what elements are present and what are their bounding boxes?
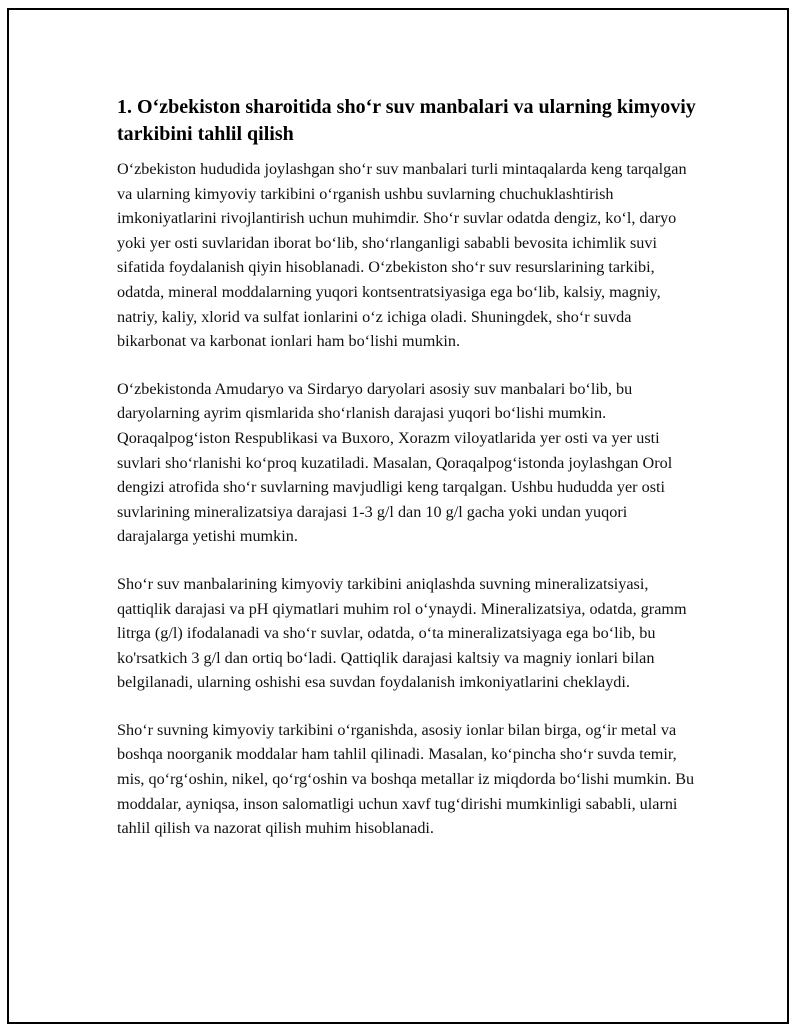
paragraph-2: O‘zbekistonda Amudaryo va Sirdaryo daryolari asosiy suv manbalari bo‘lib, bu daryolarning ayrim qismlarida sho‘rlanish darajasi yuqori bo‘lishi mumkin. Qoraqalpog‘iston Respublikasi va Buxoro, Xorazm viloyatlarida yer osti va yer usti suvlari sho‘rlanishi ko‘proq kuzatiladi. Masalan, Qoraqalpog‘istonda joylashgan Orol dengizi atrofida sho‘r suvlarning mavjudligi keng tarqalgan. Ushbu hududda yer osti suvlarining mineralizatsiya darajasi 1-3 g/l dan 10 g/l gacha yoki undan yuqori darajalarga yetishi mumkin.: [117, 379, 673, 546]
paragraph-3: Sho‘r suv manbalarining kimyoviy tarkibini aniqlashda suvning mineralizatsiyasi, qattiqlik darajasi va pH qiymatlari muhim rol o‘ynaydi. Mineralizatsiya, odatda, gramm litrga (g/l) ifodalanadi va sho‘r suvlar, odatda, o‘ta mineralizatsiyaga ega bo‘lib, bu ko'rsatkich 3 g/l dan ortiq bo‘ladi. Qattiqlik darajasi kaltsiy va magniy ionlari bilan belgilanadi, ularning oshishi esa suvdan foydalanish imkoniyatlarini cheklaydi.: [117, 574, 687, 692]
section-heading: 1. O‘zbekiston sharoitida sho‘r suv manbalari va ularning kimyoviy tarkibini tahlil qilish: [117, 96, 696, 145]
paragraph-4: Sho‘r suvning kimyoviy tarkibini o‘rganishda, asosiy ionlar bilan birga, og‘ir metal va boshqa noorganik moddalar ham tahlil qilinadi. Masalan, ko‘pincha sho‘r suvda temir, mis, qo‘rg‘oshin, nikel, qo‘rg‘oshin va boshqa metallar iz miqdorda bo‘lishi mumkin. Bu moddalar, ayniqsa, inson salomatligi uchun xavf tug‘dirishi mumkinligi sababli, ularni tahlil qilish va nazorat qilish muhim hisoblanadi.: [117, 720, 695, 838]
paragraph-1: O‘zbekiston hududida joylashgan sho‘r suv manbalari turli mintaqalarda keng tarqalgan va ularning kimyoviy tarkibini o‘rganish ushbu suvlarning chuchuklashtirish imkoniyatlarini rivojlantirish uchun muhimdir. Sho‘r suvlar odatda dengiz, ko‘l, daryo yoki yer osti suvlaridan iborat bo‘lib, sho‘rlanganligi sababli bevosita ichimlik suvi sifatida foydalanish qiyin hisoblanadi. O‘zbekiston sho‘r suv resurslarining tarkibi, odatda, mineral moddalarning yuqori kontsentratsiyasiga ega bo‘lib, kalsiy, magniy, natriy, kaliy, xlorid va sulfat ionlarini o‘z ichiga oladi. Shuningdek, sho‘r suvda bikarbonat va karbonat ionlari ham bo‘lishi mumkin.: [117, 160, 687, 351]
document-body: [117, 94, 697, 841]
